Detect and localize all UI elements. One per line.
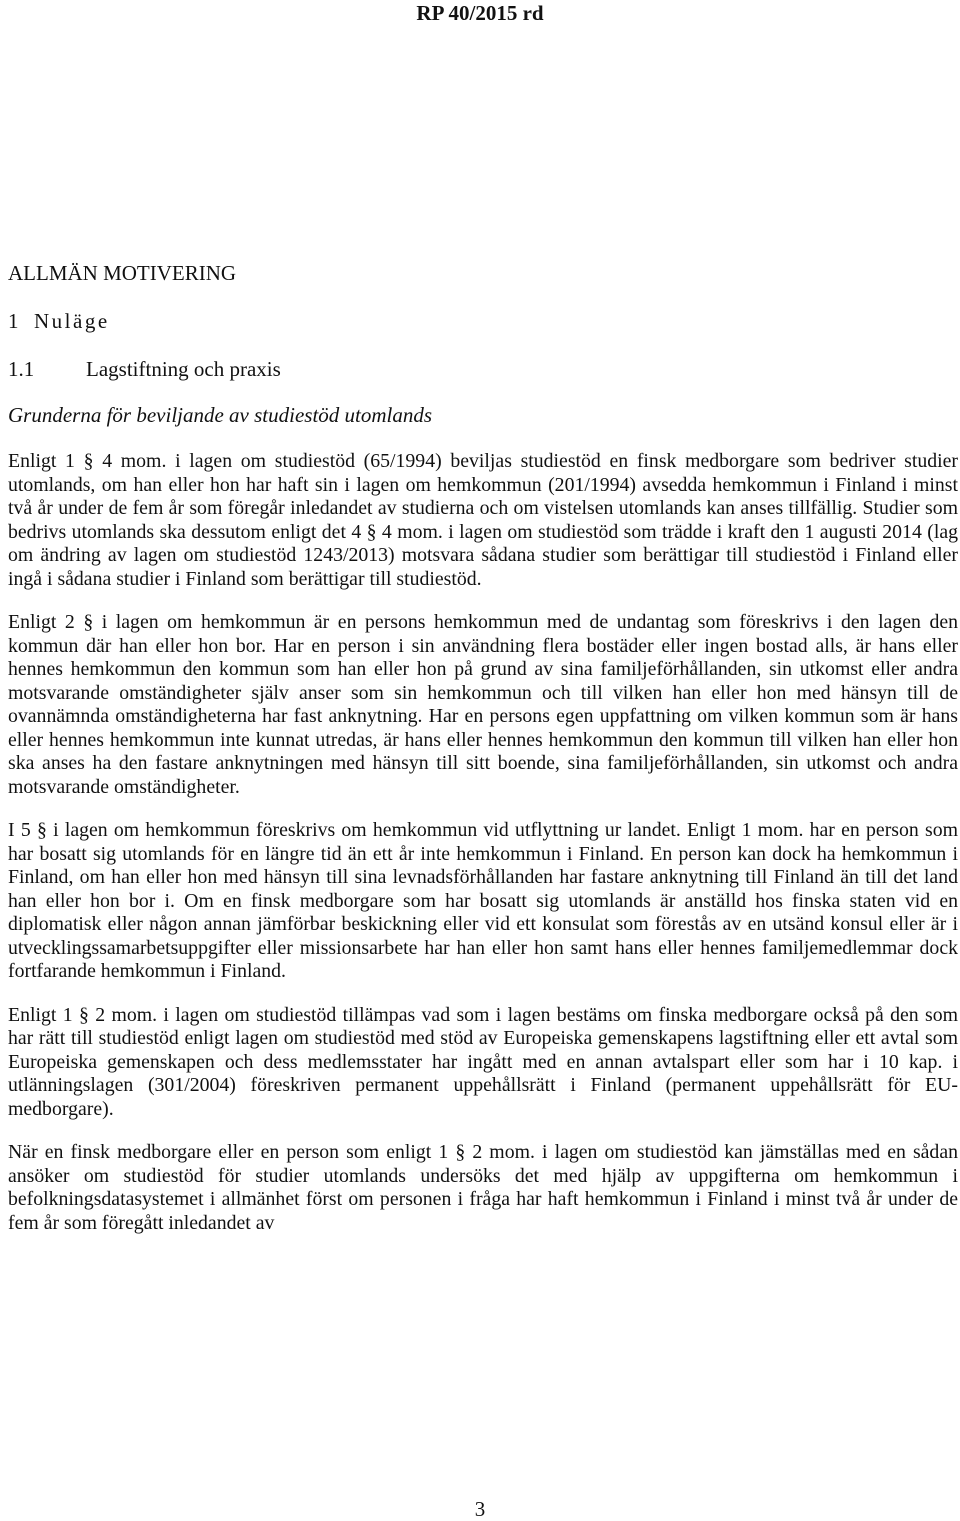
paragraph: Enligt 1 § 4 mom. i lagen om studiestöd (65/1994) beviljas studiestöd en finsk medborgare som bedriver studier utomlands, om han eller hon har haft sin i lagen om hemkommun (201/1994) avsedda hemkommun i Finland i minst två år under de fem år som föregår inledandet av studierna och om vistelsen utomlands kan anses tillfällig. Studier som bedrivs utomlands ska dessutom enligt det 4 § 4 mom. i lagen om studiestöd som trädde i kraft den 1 augusti 2014 (lag om ändring av lagen om studiestöd 1243/2013) motsvara sådana studier som berättigar till studiestöd i Finland eller ingå i sådana studier i Finland som berättigar till studiestöd. — [8, 450, 958, 590]
main-title: ALLMÄN MOTIVERING — [8, 261, 237, 285]
paragraph: I 5 § i lagen om hemkommun föreskrivs om hemkommun vid utflyttning ur landet. Enligt 1 mom. har en person som har bosatt sig utomlands för en längre tid än ett år inte hemkommun i Finland. En person kan dock ha hemkommun i Finland, om han eller hon med hänsyn till sina levnadsförhållanden har fastare anknytning till Finland än till det land han eller hon bor i. Om en finsk medborgare som har bosatt sig utomlands är anställd hos finska staten vid en diplomatisk eller någon annan jämförbar beskickning eller vid ett konsulat som förestås av en utsänd konsul eller är i utvecklingssamarbetsuppgifter eller missionsarbete har han eller hon samt hans eller hennes familjemedlemmar dock fortfarande hemkommun i Finland. — [8, 819, 958, 982]
document-header: RP 40/2015 rd — [416, 1, 544, 25]
page-number: 3 — [474, 1497, 486, 1521]
section-number: 1 — [8, 309, 19, 333]
document-body — [8, 260, 958, 1255]
paragraph: Enligt 1 § 2 mom. i lagen om studiestöd tillämpas vad som i lagen bestäms om finska medborgare också på den som har rätt till studiestöd enligt lagen om studiestöd med stöd av Europeiska gemenskapens lagstiftning eller ett avtal som Europeiska gemenskapen och dess medlemsstater har ingått med en annan avtalspart eller som har i 10 kap. i utlänningslagen (301/2004) föreskriven permanent uppehållsrätt i Finland (permanent uppehållsrätt för EU-medborgare). — [8, 1003, 958, 1120]
section-title: Nuläge — [34, 309, 110, 333]
italic-subheading: Grunderna för beviljande av studiestöd utomlands — [8, 403, 433, 427]
subsection-number: 1.1 — [8, 357, 35, 381]
paragraph: När en finsk medborgare eller en person som enligt 1 § 2 mom. i lagen om studiestöd kan jämställas med en sådan ansöker om studiestöd för studier utomlands undersöks det med hjälp av uppgifterna om hemkommun i befolkningsdatasystemet i allmänhet först om personen i fråga har haft hemkommun i Finland i minst två år under de fem år som föregått inledandet av — [8, 1141, 958, 1234]
section-heading — [8, 308, 958, 334]
paragraph: Enligt 2 § i lagen om hemkommun är en persons hemkommun med de undantag som föreskrivs i den lagen den kommun där han eller hon bor. Har en person i sin användning flera bostäder eller ingen bostad alls, är hans eller hennes hemkommun den kommun som han eller hon på grund av sina familjeförhållanden, sin utkomst eller andra motsvarande omständigheter själv anser som sin hemkommun och till vilken han eller hon med hänsyn till de ovannämnda omständigheterna har fast anknytning. Har en persons egen uppfattning om vilken kommun som är hans eller hennes hemkommun inte kunnat utredas, är hans eller hennes hemkommun den kommun till vilken han eller hon ska anses ha den fastare anknytningen med hänsyn till sitt boende, sina familjeförhållanden, sin utkomst och andra motsvarande omständigheter. — [8, 611, 958, 798]
subsection-heading — [8, 356, 958, 382]
subsection-title: Lagstiftning och praxis — [86, 357, 281, 381]
